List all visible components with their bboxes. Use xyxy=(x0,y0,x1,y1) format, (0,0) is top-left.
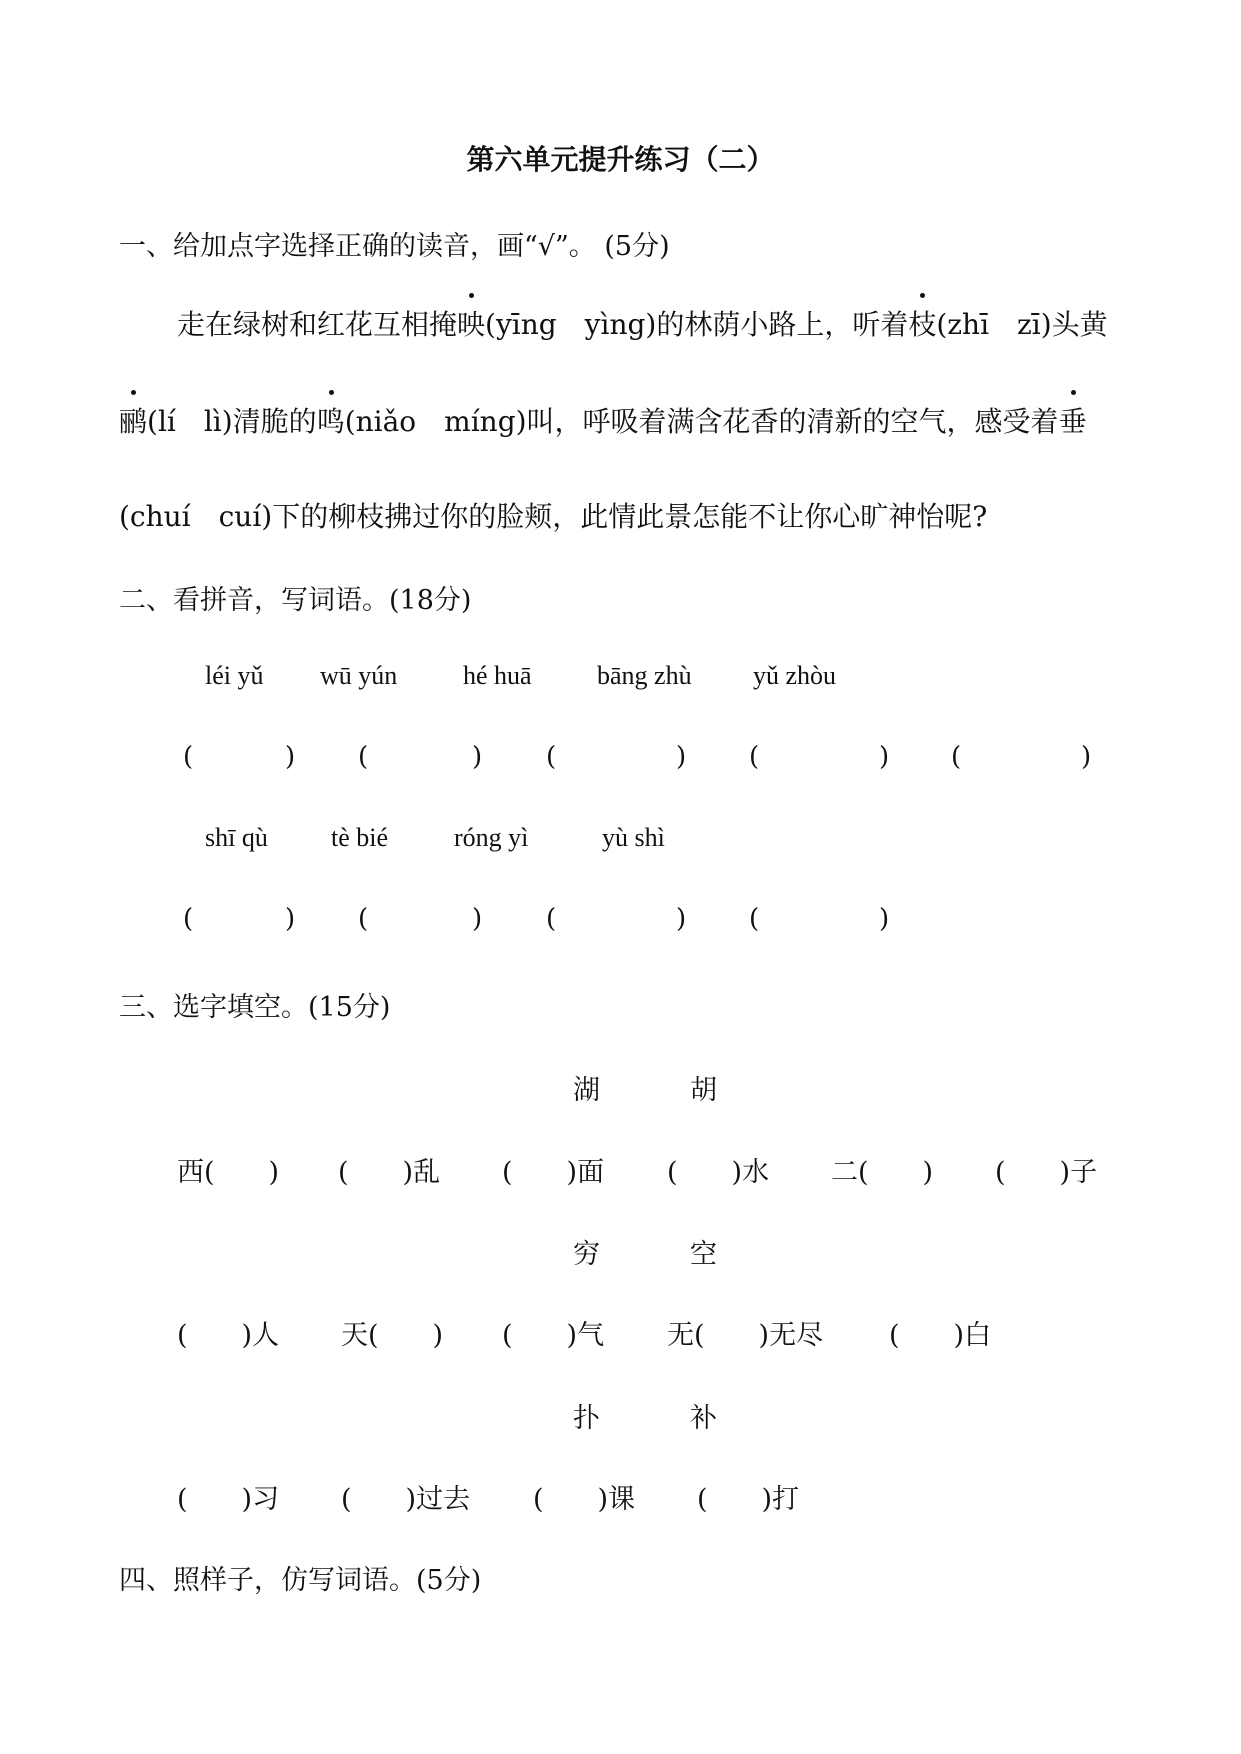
answer-box-1-5[interactable]: ( ) xyxy=(951,742,1092,772)
section1-line2 xyxy=(119,400,1087,440)
pinyin-1-2: wū yún xyxy=(320,661,398,690)
choice-kong: 空 xyxy=(690,1239,717,1270)
dotted-char-zhi: 枝 xyxy=(908,303,936,343)
line1-text-a: 走在绿树和红花互相掩 xyxy=(177,308,458,341)
choice-qiong: 穷 xyxy=(573,1239,600,1270)
answer-box-2-2[interactable]: ( ) xyxy=(358,904,483,934)
fill-item-1-4[interactable]: ( )水 xyxy=(667,1157,770,1188)
answer-box-1-4[interactable]: ( ) xyxy=(749,742,890,772)
answer-box-2-4[interactable]: ( ) xyxy=(749,904,890,934)
line1-text-c: (zhī zī)头黄 xyxy=(936,308,1108,341)
dotted-char-ming: 鸣 xyxy=(317,400,345,440)
pinyin-1-3: hé huā xyxy=(463,661,532,690)
answer-box-2-1[interactable]: ( ) xyxy=(183,904,296,934)
fill-item-1-6[interactable]: ( )子 xyxy=(995,1157,1098,1188)
fill-item-2-4[interactable]: 无( )无尽 xyxy=(667,1320,824,1351)
line2-text-b: (niǎo míng)叫，呼吸着满含花香的清新的空气，感受着 xyxy=(344,405,1059,438)
line1-text-b: (yīng yìng)的林荫小路上，听着 xyxy=(485,308,909,341)
section2-heading: 二、看拼音，写词语。(18分) xyxy=(119,585,472,616)
fill-item-3-2[interactable]: ( )过去 xyxy=(341,1484,471,1515)
section1-line1 xyxy=(177,303,1108,343)
answer-box-1-1[interactable]: ( ) xyxy=(183,742,296,772)
fill-item-2-2[interactable]: 天( ) xyxy=(341,1320,444,1351)
fill-item-3-1[interactable]: ( )习 xyxy=(177,1484,280,1515)
fill-item-2-1[interactable]: ( )人 xyxy=(177,1320,280,1351)
choice-pu: 扑 xyxy=(573,1403,600,1434)
fill-item-1-1[interactable]: 西( ) xyxy=(177,1157,280,1188)
line2-text-a: (lí lì)清脆的 xyxy=(147,405,317,438)
fill-item-3-4[interactable]: ( )打 xyxy=(697,1484,800,1515)
pinyin-2-4: yù shì xyxy=(602,823,665,852)
section4-heading: 四、照样子，仿写词语。(5分) xyxy=(119,1565,482,1596)
choice-hu-lake: 湖 xyxy=(573,1075,600,1106)
pinyin-1-4: bāng zhù xyxy=(597,661,692,690)
answer-box-1-3[interactable]: ( ) xyxy=(546,742,687,772)
fill-item-1-2[interactable]: ( )乱 xyxy=(338,1157,441,1188)
pinyin-2-3: róng yì xyxy=(454,823,529,852)
dotted-char-li: 鹂 xyxy=(119,400,147,440)
section3-heading: 三、选字填空。(15分) xyxy=(119,992,391,1023)
pinyin-2-2: tè bié xyxy=(331,823,389,852)
fill-item-1-5[interactable]: 二( ) xyxy=(831,1157,934,1188)
fill-item-2-5[interactable]: ( )白 xyxy=(889,1320,992,1351)
pinyin-1-5: yǔ zhòu xyxy=(753,661,837,690)
dotted-char-ying: 映 xyxy=(457,303,485,343)
choice-hu-beard: 胡 xyxy=(690,1075,717,1106)
page-title: 第六单元提升练习（二） xyxy=(466,143,775,176)
fill-item-1-3[interactable]: ( )面 xyxy=(502,1157,605,1188)
fill-item-2-3[interactable]: ( )气 xyxy=(502,1320,605,1351)
section1-line3: (chuí cuí)下的柳枝拂过你的脸颊，此情此景怎能不让你心旷神怡呢? xyxy=(119,500,988,533)
section1-heading: 一、给加点字选择正确的读音，画“√”。 (5分) xyxy=(119,231,670,262)
pinyin-1-1: léi yǔ xyxy=(205,661,264,690)
dotted-char-chui: 垂 xyxy=(1059,400,1087,440)
answer-box-2-3[interactable]: ( ) xyxy=(546,904,687,934)
choice-bu: 补 xyxy=(690,1403,717,1434)
pinyin-2-1: shī qù xyxy=(205,823,268,852)
answer-box-1-2[interactable]: ( ) xyxy=(358,742,483,772)
fill-item-3-3[interactable]: ( )课 xyxy=(533,1484,636,1515)
